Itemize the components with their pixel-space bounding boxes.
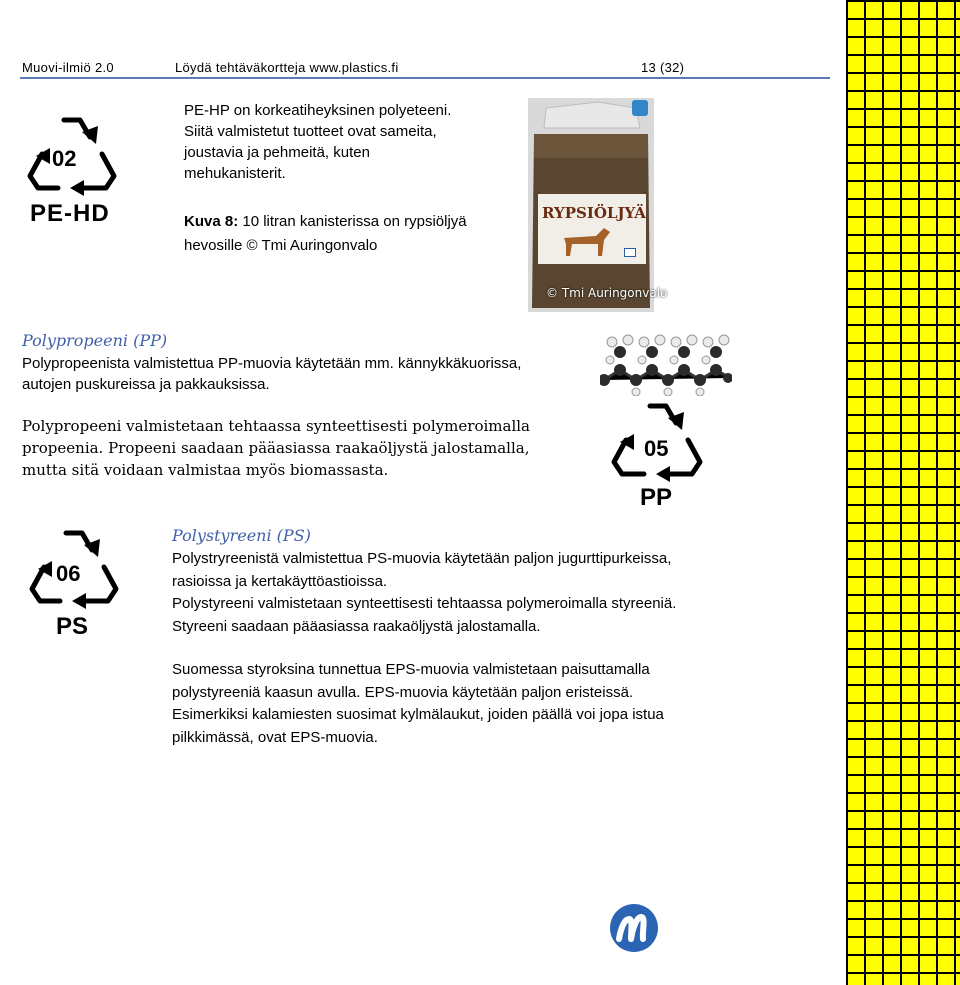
header-rule (20, 77, 830, 79)
text-line: autojen puskureissa ja pakkauksissa. (22, 376, 270, 393)
symbol-code: PE-HD (30, 200, 110, 227)
muovi-logo-icon (609, 903, 659, 953)
finnish-flag-icon (624, 248, 636, 257)
symbol-number: 06 (56, 561, 81, 586)
text-line: mehukanisterit. (184, 165, 286, 182)
text-line: Polystryreenistä valmistettua PS-muovia käytetään paljon jugurttipurkeissa, (172, 550, 672, 567)
side-grid-decoration (846, 0, 960, 985)
photo-copyright: © Tmi Auringonvalo (546, 286, 668, 300)
eps-text (172, 659, 664, 749)
text-line: PE-HP on korkeatiheyksinen polyeteeni. (184, 102, 452, 119)
text-line: joustavia ja pehmeitä, kuten (184, 144, 370, 161)
text-line: Polypropeenista valmistettua PP-muovia käytetään mm. kännykkäkuorissa, (22, 355, 522, 372)
text-line: Polystyreeni valmistetaan synteettisesti tehtaassa polymeroimalla styreeniä. (172, 595, 677, 612)
text-line: rasioissa ja kertakäyttöastioissa. (172, 572, 388, 590)
caption-label: Kuva 8: (184, 213, 239, 230)
recycling-symbol-02 (24, 110, 120, 230)
text-line: Polypropeeni valmistetaan tehtaassa synteettisesti polymeroimalla (22, 417, 530, 435)
section-heading-pp: Polypropeeni (PP) (22, 331, 168, 350)
canister-photo (528, 98, 654, 312)
caption-text: 10 litran kanisterissa on rypsiöljyä (238, 213, 467, 230)
text-line: Siitä valmistetut tuotteet ovat sameita, (184, 123, 437, 140)
horse-icon (558, 226, 614, 260)
recycling-symbol-06 (26, 525, 122, 643)
pehd-description (184, 100, 451, 184)
recycling-symbol-05 (608, 398, 708, 514)
pp-usage-text (22, 353, 521, 395)
text-line: Styreeni saadaan pääasiassa raakaöljystä jalostamalla. (172, 617, 541, 635)
caption-text: hevosille © Tmi Auringonvalo (184, 237, 378, 254)
figure-caption (184, 211, 467, 256)
symbol-number: 05 (644, 436, 669, 461)
text-line: mutta sitä voidaan valmistaa myös biomassasta. (22, 461, 389, 479)
text-line: propeenia. Propeeni saadaan pääasiassa raakaöljystä jalostamalla, (22, 439, 530, 457)
text-line: Esimerkiksi kalamiesten suosimat kylmälaukut, joiden päällä voi jopa istua (172, 706, 664, 723)
page-number: 13 (32) (641, 60, 685, 75)
text-line: polystyreeniä kaasun avulla. EPS-muovia käytetään paljon eristeissä. (172, 683, 634, 701)
header-link-text[interactable]: Löydä tehtäväkortteja www.plastics.fi (175, 60, 399, 75)
symbol-number: 02 (52, 146, 77, 171)
ps-production-text (172, 548, 676, 638)
polypropylene-molecule-image (600, 330, 732, 396)
text-line: pilkkimässä, ovat EPS-muovia. (172, 728, 378, 746)
symbol-code: PP (640, 484, 673, 511)
pp-production-text (22, 415, 530, 481)
section-heading-ps: Polystyreeni (PS) (172, 526, 311, 545)
text-line: Suomessa styroksina tunnettua EPS-muovia valmistetaan paisuttamalla (172, 661, 650, 678)
header-doc-title: Muovi-ilmiö 2.0 (22, 60, 114, 75)
symbol-code: PS (56, 613, 89, 640)
product-label-text: RYPSIÖLJYÄ (542, 204, 646, 222)
